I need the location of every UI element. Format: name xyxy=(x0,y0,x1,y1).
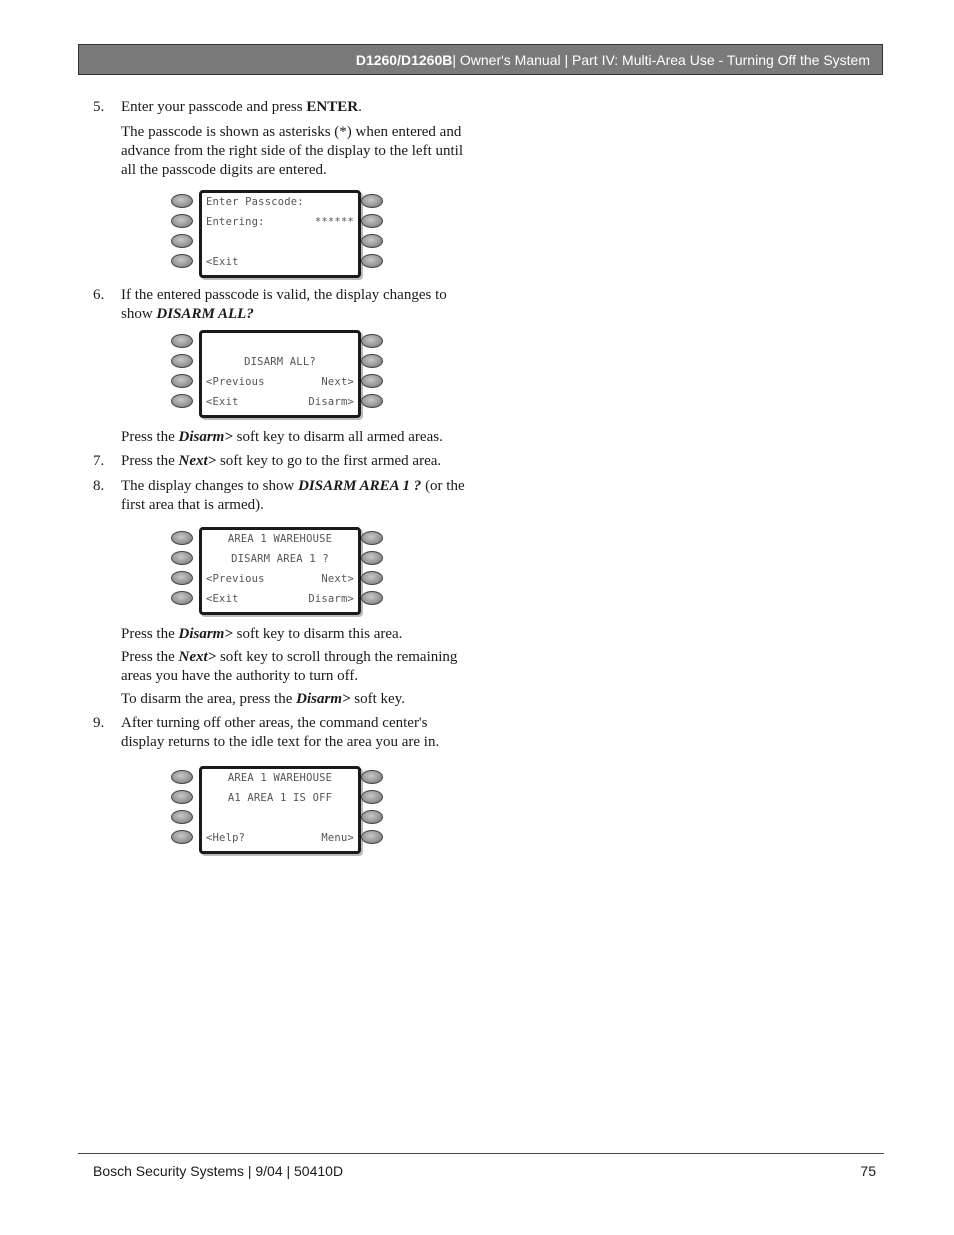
lcd-line-1: AREA 1 WAREHOUSE xyxy=(227,772,333,784)
lcd-line-4: <Exit Disarm> xyxy=(206,593,354,605)
soft-key-left-2 xyxy=(171,214,193,228)
soft-key-right-3 xyxy=(361,810,383,824)
soft-key-right-3 xyxy=(361,571,383,585)
lcd-line-4: <Help? Menu> xyxy=(206,832,354,844)
step-5-description: The passcode is shown as asterisks (*) when entered and advance from the right side of the display to the left until all the passcode digits are entered. xyxy=(121,124,463,178)
soft-key-left-3 xyxy=(171,234,193,248)
step-9: 9. After turning off other areas, the command center's display returns to the idle text for the area you are in. xyxy=(93,715,440,750)
soft-key-left-2 xyxy=(171,551,193,565)
lcd-line-2: DISARM AREA 1 ? xyxy=(231,553,329,565)
page-content xyxy=(93,98,473,852)
lcd-screen xyxy=(199,330,361,418)
soft-key-left-1 xyxy=(171,194,193,208)
keypad-display-passcode xyxy=(169,188,389,276)
soft-key-right-2 xyxy=(361,790,383,804)
lcd-line-4: <Exit Disarm> xyxy=(206,396,354,408)
lcd-line-3: <Previous Next> xyxy=(206,573,354,585)
soft-key-right-4 xyxy=(361,591,383,605)
soft-key-right-4 xyxy=(361,394,383,408)
soft-key-right-4 xyxy=(361,830,383,844)
soft-key-left-3 xyxy=(171,810,193,824)
soft-key-left-4 xyxy=(171,830,193,844)
step-8-instruction-disarm: Press the Disarm> soft key to disarm this area. xyxy=(121,626,403,642)
soft-key-right-1 xyxy=(361,334,383,348)
soft-key-left-2 xyxy=(171,354,193,368)
step-8-instruction-area: To disarm the area, press the Disarm> soft key. xyxy=(121,691,405,707)
soft-key-left-1 xyxy=(171,770,193,784)
header-title: | Owner's Manual | Part IV: Multi-Area Use - Turning Off the System xyxy=(452,51,870,68)
soft-key-right-2 xyxy=(361,214,383,228)
lcd-line-2: Entering: ****** xyxy=(206,216,354,228)
lcd-line-1: Enter Passcode: xyxy=(206,196,304,208)
soft-key-right-2 xyxy=(361,354,383,368)
keypad-display-disarm-area xyxy=(169,525,389,613)
soft-key-left-4 xyxy=(171,591,193,605)
lcd-line-3: <Previous Next> xyxy=(206,376,354,388)
header-model: D1260/D1260B xyxy=(355,51,453,68)
lcd-line-1: AREA 1 WAREHOUSE xyxy=(227,533,333,545)
soft-key-left-3 xyxy=(171,374,193,388)
footer-publisher: Bosch Security Systems | 9/04 | 50410D xyxy=(93,1163,344,1179)
soft-key-right-3 xyxy=(361,374,383,388)
soft-key-left-4 xyxy=(171,394,193,408)
step-6: 6. If the entered passcode is valid, the display changes to show DISARM ALL? xyxy=(93,287,447,322)
step-5: 5. Enter your passcode and press ENTER. xyxy=(93,99,362,115)
step-6-instruction: Press the Disarm> soft key to disarm all armed areas. xyxy=(121,429,443,445)
soft-key-left-2 xyxy=(171,790,193,804)
lcd-line-4: <Exit xyxy=(206,256,239,268)
step-8: 8. The display changes to show DISARM AREA 1 ? (or the first area that is armed). xyxy=(93,478,465,513)
soft-key-right-4 xyxy=(361,254,383,268)
lcd-line-2: DISARM ALL? xyxy=(244,356,316,368)
keypad-display-idle xyxy=(169,764,389,852)
soft-key-left-3 xyxy=(171,571,193,585)
lcd-line-2: A1 AREA 1 IS OFF xyxy=(227,792,333,804)
lcd-screen xyxy=(199,190,361,278)
step-8-instruction-next: Press the Next> soft key to scroll through the remaining areas you have the authority to turn off. xyxy=(121,649,458,684)
footer-divider xyxy=(78,1153,884,1154)
keypad-display-disarm-all xyxy=(169,328,389,416)
soft-key-left-4 xyxy=(171,254,193,268)
soft-key-left-1 xyxy=(171,531,193,545)
soft-key-right-1 xyxy=(361,770,383,784)
step-7: 7. Press the Next> soft key to go to the first armed area. xyxy=(93,453,442,469)
lcd-screen xyxy=(199,527,361,615)
lcd-screen xyxy=(199,766,361,854)
soft-key-right-3 xyxy=(361,234,383,248)
page-number: 75 xyxy=(860,1163,876,1179)
soft-key-right-1 xyxy=(361,194,383,208)
running-header xyxy=(78,44,883,75)
soft-key-right-2 xyxy=(361,551,383,565)
soft-key-right-1 xyxy=(361,531,383,545)
soft-key-left-1 xyxy=(171,334,193,348)
